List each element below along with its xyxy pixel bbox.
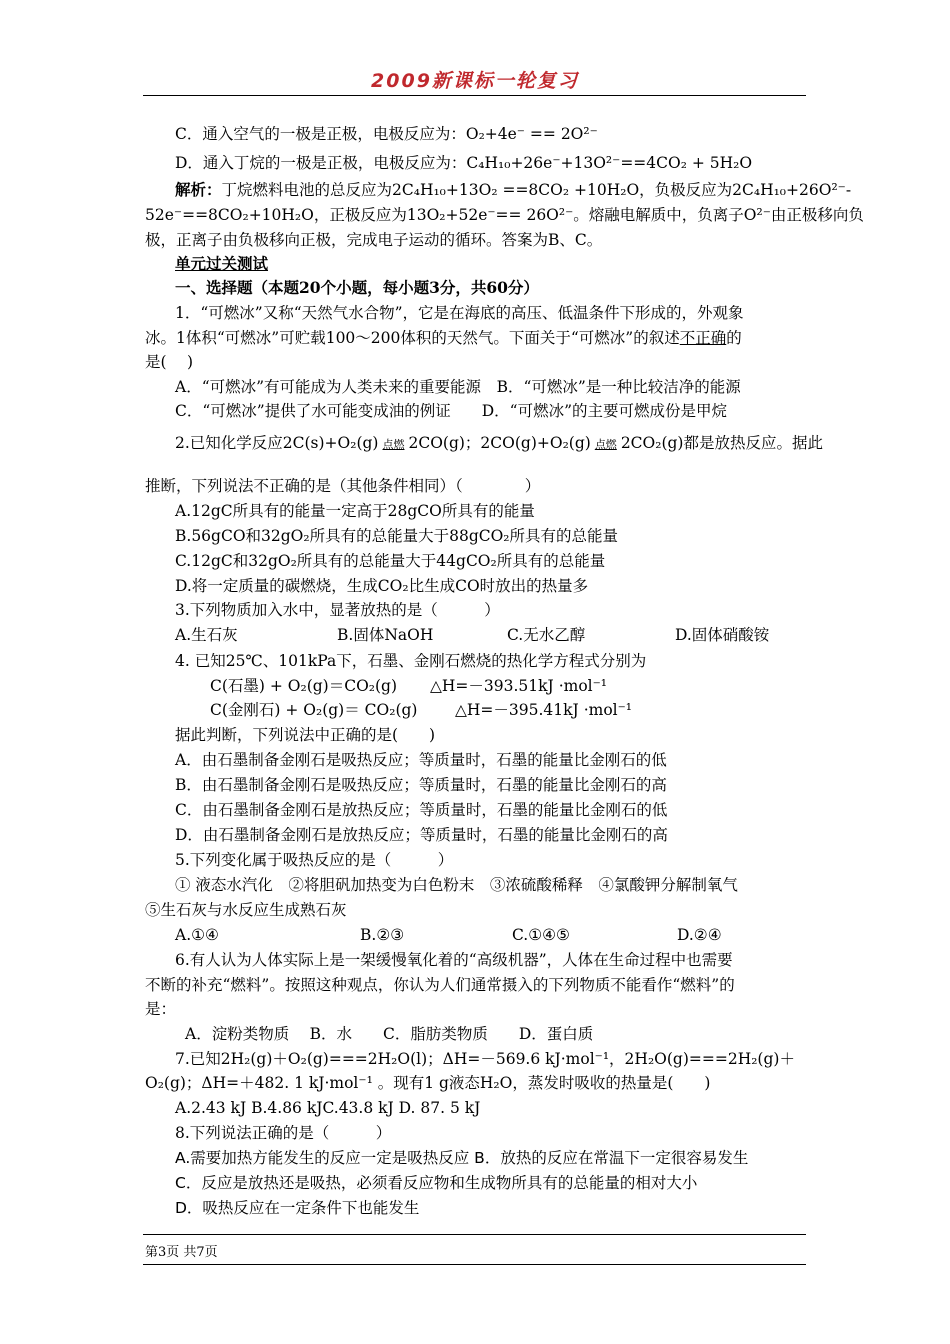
q4-line-2: 据此判断，下列说法中正确的是( ): [175, 726, 436, 744]
q5-line-3: ⑤生石灰与水反应生成熟石灰: [145, 901, 347, 919]
q4-eq-1-formula: C(石墨) + O₂(g)＝CO₂(g): [210, 677, 398, 695]
q1-underline-text: 不正确: [679, 329, 727, 347]
q5-option-b: B.②③: [360, 926, 405, 944]
q3-option-c: C.无水乙醇: [507, 626, 586, 644]
q5-option-a: A.①④: [175, 926, 219, 944]
q2-condition-1: 点燃: [382, 438, 405, 451]
q7-options: A.2.43 kJ B.4.86 kJC.43.8 kJ D. 87. 5 kJ: [175, 1099, 481, 1117]
q4-eq-2-enthalpy: △H=－395.41kJ ·mol⁻¹: [455, 701, 633, 719]
page-header-title: 2009新课标一轮复习: [371, 70, 579, 92]
q4-eq-1: [210, 676, 607, 696]
q1-text-end: 的: [726, 329, 742, 347]
q2-eq-3: 2CO₂(g)都是放热反应。据此: [620, 434, 823, 452]
q4-option-a: A．由石墨制备金刚石是吸热反应；等质量时，石墨的能量比金刚石的低: [175, 751, 667, 769]
option-c-line: C．通入空气的一极是正极，电极反应为：O₂+4e⁻ == 2O²⁻: [175, 125, 598, 143]
q5-line-1: 5.下列变化属于吸热反应的是（ ）: [175, 851, 454, 869]
q5-options: [175, 925, 722, 945]
q5-line-2: ① 液态水汽化 ②将胆矾加热变为白色粉末 ③浓硫酸稀释 ④氯酸钾分解制氧气: [175, 876, 738, 894]
q1-line-2: [145, 328, 742, 348]
q2-option-d: D.将一定质量的碳燃烧，生成CO₂比生成CO时放出的热量多: [175, 577, 589, 595]
q2-eq-1: 2.已知化学反应2C(s)+O₂(g): [175, 434, 379, 452]
q8-options-ab: A.需要加热方能发生的反应一定是吸热反应 B．放热的反应在常温下一定很容易发生: [175, 1149, 749, 1167]
q1-line-1: 1．“可燃冰”又称“天然气水合物”，它是在海底的高压、低温条件下形成的，外观象: [175, 304, 744, 322]
analysis-label: 解析：: [175, 180, 222, 199]
q3-line: 3.下列物质加入水中，显著放热的是（ ）: [175, 601, 500, 619]
q6-line-2: 不断的补充“燃料”。按照这种观点，你认为人们通常摄入的下列物质不能看作“燃料”的: [145, 976, 735, 994]
q1-text: 冰。1体积“可燃冰”可贮载100～200体积的天然气。下面关于“可燃冰”的叙述: [145, 329, 680, 347]
q1-options-ab: [175, 377, 741, 397]
q4-option-d: D．由石墨制备金刚石是放热反应；等质量时，石墨的能量比金刚石的高: [175, 826, 668, 844]
q1-option-a: A．“可燃冰”有可能成为人类未来的重要能源: [175, 378, 482, 396]
q2-line-1: [175, 433, 823, 455]
analysis-text-1: 丁烷燃料电池的总反应为2C₄H₁₀+13O₂ ==8CO₂ +10H₂O，负极反应为2C₄H₁₀+26O²⁻-: [221, 181, 852, 199]
footer-rule-bottom: [143, 1264, 806, 1265]
q3-option-b: B.固体NaOH: [337, 626, 434, 644]
q8-option-d: D．吸热反应在一定条件下也能发生: [175, 1199, 420, 1217]
analysis-line-2: 52e⁻==8CO₂+10H₂O，正极反应为13O₂+52e⁻== 26O²⁻。熔融电解质中，负离子O²⁻由正极移向负: [145, 206, 864, 224]
analysis-line-3: 极，正离子由负极移向正极，完成电子运动的循环。答案为B、C。: [145, 231, 603, 249]
q2-option-a: A.12gC所具有的能量一定高于28gCO所具有的能量: [175, 502, 535, 520]
q2-condition-2: 点燃: [594, 438, 617, 451]
q2-option-c: C.12gC和32gO₂所具有的总能量大于44gCO₂所具有的总能量: [175, 552, 606, 570]
q4-option-b: B．由石墨制备金刚石是吸热反应；等质量时，石墨的能量比金刚石的高: [175, 776, 667, 794]
q4-eq-2-formula: C(金刚石) + O₂(g)＝ CO₂(g): [210, 701, 418, 719]
section-heading: 单元过关测试: [175, 254, 269, 273]
q1-option-b: B．“可燃冰”是一种比较洁净的能源: [496, 378, 741, 396]
q4-line-1: 4. 已知25℃、101kPa下，石墨、金刚石燃烧的热化学方程式分别为: [175, 652, 647, 670]
q1-option-c: C．“可燃冰”提供了水可能变成油的例证: [175, 402, 451, 420]
q2-eq-2: 2CO(g)；2CO(g)+O₂(g): [408, 434, 591, 452]
q7-line-2: O₂(g)；ΔH=＋482. 1 kJ·mol⁻¹ 。现有1 g液态H₂O，蒸发时吸收的热量是( ): [145, 1074, 711, 1092]
header-rule: [143, 95, 806, 96]
q7-line-1: 7.已知2H₂(g)＋O₂(g)===2H₂O(l)；ΔH=－569.6 kJ·mol⁻¹，2H₂O(g)===2H₂(g)＋: [175, 1050, 795, 1068]
option-d-line: D．通入丁烷的一极是正极，电极反应为：C₄H₁₀+26e⁻+13O²⁻==4CO₂ + 5H₂O: [175, 154, 753, 172]
q6-options: A．淀粉类物质 B．水 C．脂肪类物质 D．蛋白质: [185, 1025, 594, 1043]
q3-option-d: D.固体硝酸铵: [675, 626, 770, 644]
analysis-line-1: [175, 180, 851, 200]
q2-line-2: 推断，下列说法不正确的是（其他条件相同）（ ）: [145, 477, 541, 495]
q2-option-b: B.56gCO和32gO₂所具有的总能量大于88gCO₂所具有的总能量: [175, 527, 619, 545]
q3-option-a: A.生石灰: [175, 626, 238, 644]
q4-eq-2: [210, 700, 632, 720]
q1-line-3: 是( ): [145, 353, 194, 371]
page-number: 第3页 共7页: [145, 1245, 218, 1260]
q4-eq-1-enthalpy: △H=－393.51kJ ·mol⁻¹: [430, 677, 608, 695]
q1-option-d: D．“可燃冰”的主要可燃成份是甲烷: [481, 402, 728, 420]
q6-line-3: 是：: [145, 1000, 177, 1018]
q5-option-c: C.①④⑤: [512, 926, 570, 944]
q6-line-1: 6.有人认为人体实际上是一架缓慢氧化着的“高级机器”，人体在生命过程中也需要: [175, 951, 733, 969]
part-heading: 一、选择题（本题20个小题，每小题3分，共60分）: [175, 278, 539, 297]
q5-option-d: D.②④: [677, 926, 722, 944]
q8-line: 8.下列说法正确的是（ ）: [175, 1124, 392, 1142]
q4-option-c: C．由石墨制备金刚石是放热反应；等质量时，石墨的能量比金刚石的低: [175, 801, 668, 819]
footer-rule-top: [143, 1234, 806, 1235]
q3-options: [175, 625, 769, 645]
q8-option-c: C．反应是放热还是吸热，必须看反应物和生成物所具有的总能量的相对大小: [175, 1174, 698, 1192]
q1-options-cd: [175, 401, 727, 421]
